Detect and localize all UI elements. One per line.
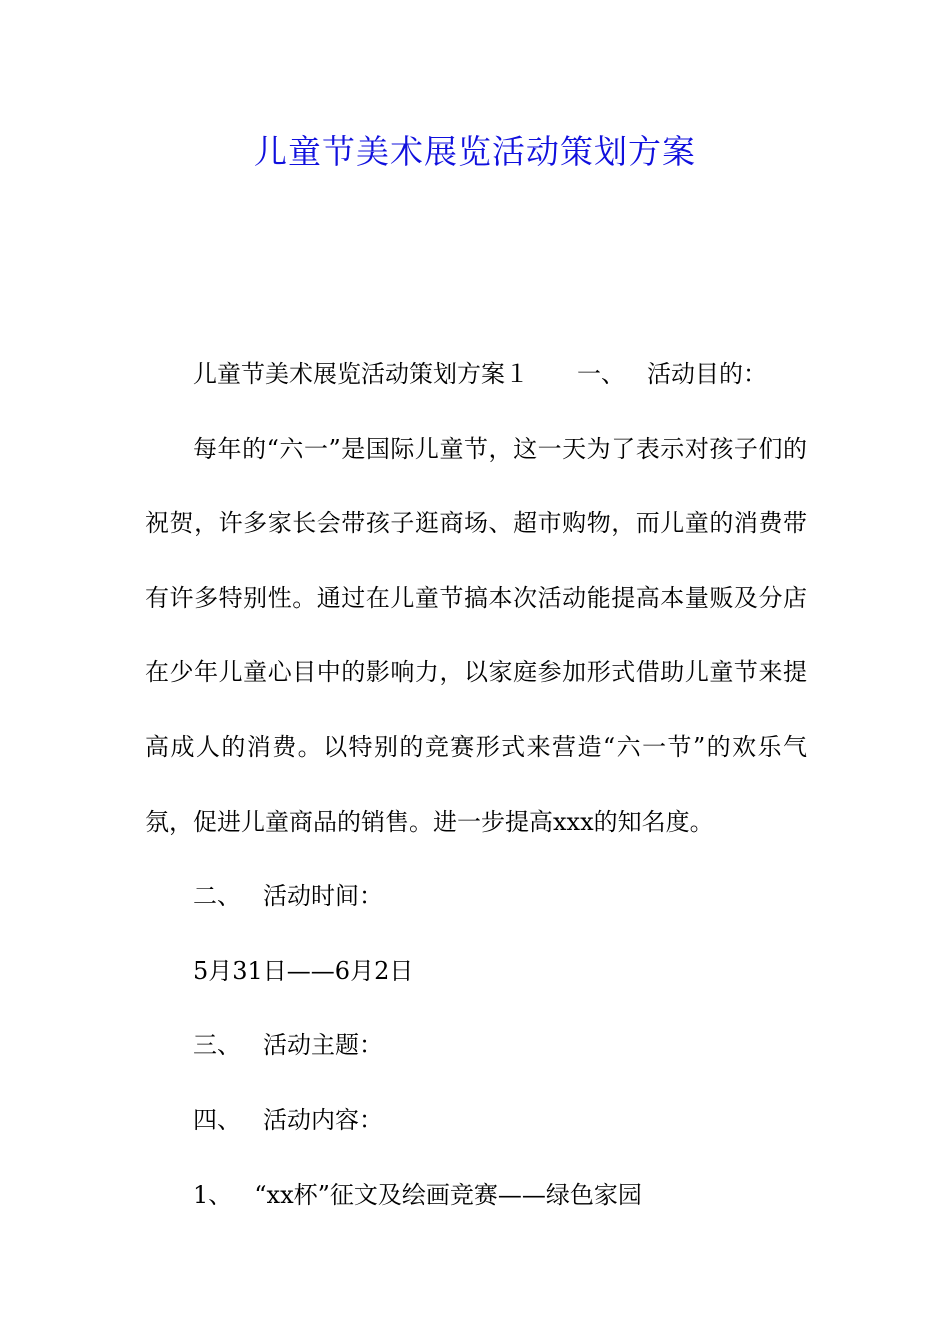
section-2-line [145, 859, 807, 934]
time-paragraph: 5月31日——6月2日 [193, 956, 414, 985]
section-1-number: 一、 [577, 360, 625, 388]
section-4-number: 四、 [193, 1105, 241, 1134]
section-2-number: 二、 [193, 882, 241, 911]
document-title: 儿童节美术展览活动策划方案 [254, 132, 696, 171]
section-4-line [145, 1083, 807, 1158]
section-1-title: 活动目的： [647, 360, 767, 388]
intro-heading: 儿童节美术展览活动策划方案１ [193, 360, 529, 388]
item-1-number: 1、 [193, 1180, 233, 1209]
document-body [145, 337, 807, 1232]
section-2-title: 活动时间： [263, 882, 383, 911]
purpose-paragraph: 每年的“六一”是国际儿童节，这一天为了表示对孩子们的祝贺，许多家长会带孩子逛商场、超市购物，而儿童的消费带有许多特别性。通过在儿童节搞本次活动能提高本量贩及分店在少年儿童心目中的影响力，以家庭参加形式借助儿童节来提高成人的消费。以特别的竞赛形式来营造“六一节”的欢乐气氛，促进儿童商品的销售。进一步提高xxx的知名度。 [145, 434, 807, 836]
intro-line [145, 337, 807, 412]
item-1-text: “xx杯”征文及绘画竞赛——绿色家园 [254, 1180, 642, 1209]
section-3-number: 三、 [193, 1031, 241, 1060]
item-1-line [145, 1158, 807, 1233]
section-3-title: 活动主题： [263, 1031, 383, 1060]
section-4-title: 活动内容： [263, 1105, 383, 1134]
section-3-line [145, 1008, 807, 1083]
